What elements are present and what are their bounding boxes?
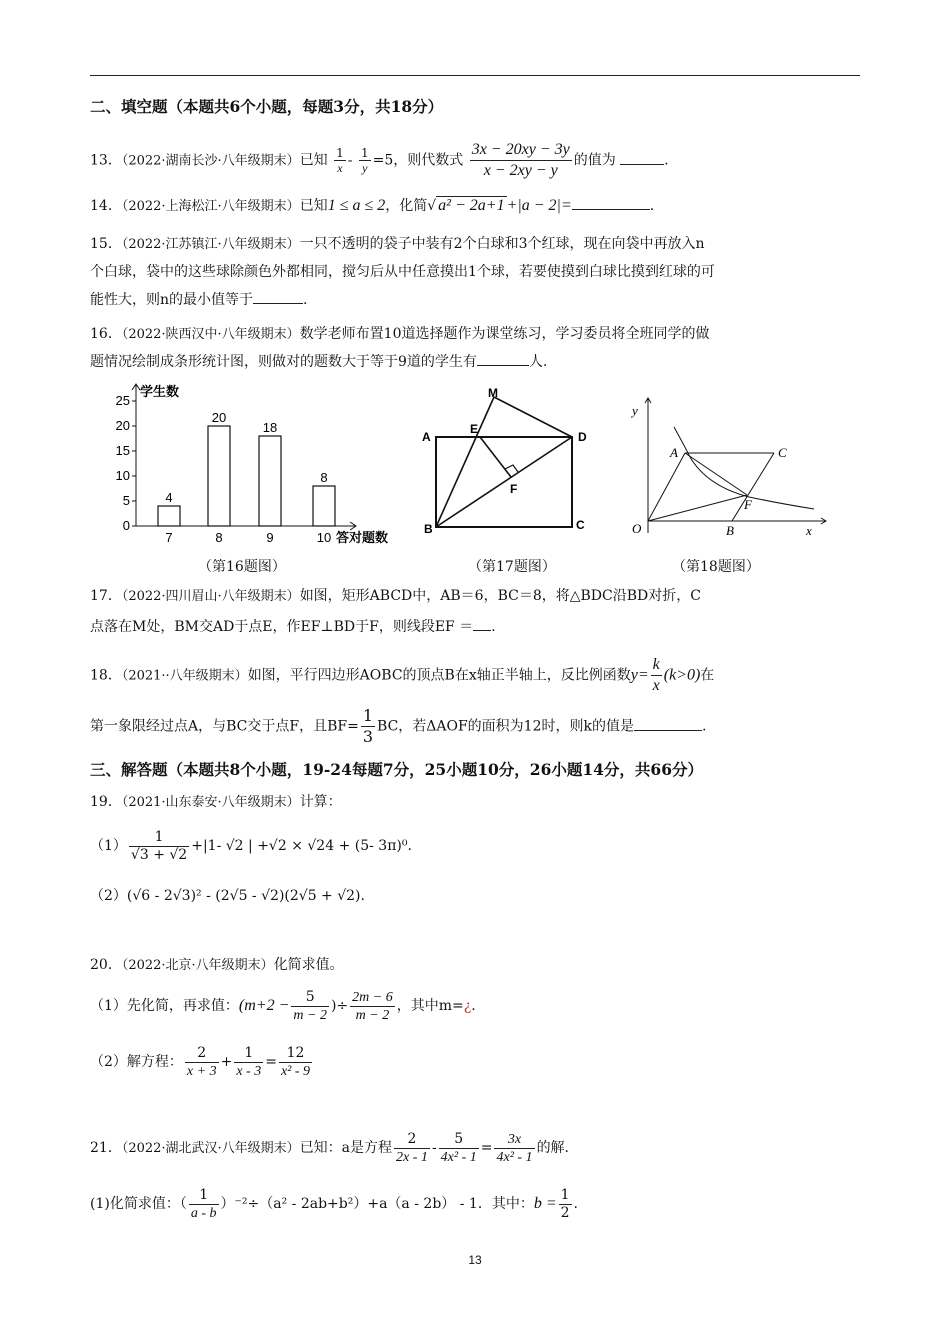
x-tick-label: 10 (316, 530, 332, 545)
bar-value-label: 8 (320, 470, 328, 485)
question-20-part-2: （2）解方程： $\frac{2}{x + 3}$ + $\frac{1}{x - 3}$ = $\frac{12}{\text{x² - 9}}$ (90, 1044, 311, 1079)
label-b: B (424, 522, 433, 535)
figure-17-rectangle (418, 385, 598, 535)
question-15-line-2: 个白球，袋中的这些球除颜色外都相同，搅匀后从中任意摸出1个球，若要使摸到白球比摸到红球的可 (90, 264, 715, 280)
question-18-line-2: 第一象限经过点A，与BC交于点F，且BF= $\frac{1}{3}$ BC，若ΔAOF的面积为12时，则k的值是 . (90, 706, 707, 746)
label-c: C (576, 518, 585, 532)
label-a: A (422, 430, 431, 444)
caption-figure-16: （第16题图） (198, 559, 286, 575)
y-tick-label: 10 (115, 468, 130, 483)
question-21-part-1: (1)化简求值：（ $\frac{1}{a - b}$ ）⁻²÷（a² - 2ab+b²）+a（a - 2b） - 1．其中：b = $\frac{1}{2}$ . (90, 1186, 578, 1221)
label-o: O (632, 521, 642, 536)
y-tick-label: 15 (115, 443, 130, 458)
question-15-line-3: 能性大，则n的最小值等于 . (90, 292, 308, 308)
page-number: 13 (468, 1253, 482, 1267)
question-13: 13．（2022·湖南长沙·八年级期末）已知 $\frac{1}{x}$ - $\frac{1}{y}$ =5，则代数式 $\frac{3x - 20xy - 3y}{x - 2xy - y}$ 的值为 . (90, 141, 669, 179)
question-20-part-1: （1）先化简，再求值：(m+2 − $\frac{5}{m - 2}$ )÷ $\frac{2m - 6}{m - 2}$ ，其中m=¿. (90, 988, 476, 1023)
bar-value-label: 20 (211, 410, 227, 425)
question-19: 19．（2021·山东泰安·八年级期末）计算： (90, 794, 342, 810)
label-f: F (510, 482, 518, 496)
bar-9 (259, 436, 281, 526)
y-tick-label: 5 (122, 493, 130, 508)
caption-figure-17: （第17题图） (468, 559, 556, 575)
label-c: C (778, 445, 787, 460)
segment-ef (480, 437, 511, 477)
section-2-title: 二、填空题（本题共6个小题，每题3分，共18分） (90, 97, 444, 116)
bar-7 (158, 506, 180, 526)
label-f: F (744, 497, 752, 512)
label-x: x (806, 523, 812, 538)
question-17-line-2: 点落在M处，BM交AD于点E，作EF⊥BD于F，则线段EF ＝ . (90, 619, 496, 635)
caption-figure-18: （第18题图） (672, 559, 760, 575)
y-tick-label: 25 (115, 393, 130, 408)
x-tick-label: 7 (165, 530, 173, 545)
question-15: 15．（2022·江苏镇江·八年级期末）一只不透明的袋子中装有2个白球和3个红球，现在向袋中再放入n (90, 236, 705, 252)
section-3-title: 三、解答题（本题共8个小题，19-24每题7分，25小题10分，26小题14分，共66分） (90, 760, 703, 779)
question-19-part-1: （1） $\frac{1}{√3 + √2}$ +|1- √2 | +√2 × √24 + (5- 3π)⁰. (90, 828, 412, 863)
bar-value-label: 18 (262, 420, 278, 435)
question-14: 14．（2022·上海松江·八年级期末）已知1 ≤ a ≤ 2，化简√ a² − 2a+1 +|a − 2|= . (90, 197, 655, 214)
bar-value-label: 4 (165, 490, 173, 505)
y-tick-label: 0 (122, 518, 130, 533)
bar-10 (313, 486, 335, 526)
question-19-part-2: （2）(√6 - 2√3)² - (2√5 - √2)(2√5 + √2). (90, 888, 365, 904)
segment-md (494, 397, 572, 437)
figure-18-parallelogram (622, 393, 837, 545)
label-e: E (470, 422, 479, 436)
question-16-line-2: 题情况绘制成条形统计图，则做对的题数大于等于9道的学生有 人. (90, 354, 548, 370)
segment-oa (648, 453, 685, 521)
x-axis-title: 答对题数 (336, 530, 389, 545)
segment-of (648, 495, 747, 521)
label-d: D (578, 430, 587, 444)
y-tick-label: 20 (115, 418, 130, 433)
top-rule (90, 75, 860, 76)
bar-8 (208, 426, 230, 526)
question-20: 20．（2022·北京·八年级期末）化简求值。 (90, 957, 344, 973)
y-axis-title: 学生数 (140, 384, 180, 399)
segment-af (685, 453, 747, 495)
x-tick-label: 8 (215, 530, 223, 545)
question-18: 18．（2021··八年级期末）如图，平行四边形AOBC的顶点B在x轴正半轴上，反比例函数y= $\frac{k}{x}$ (k>0)在 (90, 656, 715, 694)
label-m: M (488, 386, 498, 400)
question-17: 17．（2022·四川眉山·八年级期末）如图，矩形ABCD中，AB＝6，BC＝8，将△BDC沿BD对折，C (90, 588, 701, 604)
label-y: y (632, 403, 638, 418)
segment-cb (732, 453, 774, 521)
question-21: 21．（2022·湖北武汉·八年级期末）已知：a是方程 $\frac{2}{2x - 1}$ - $\frac{5}{\text{4x² - 1}}$ = $\frac{3x}{\text{4x² - 1}}$ 的解. (90, 1130, 570, 1165)
figure-16-bar-chart (110, 378, 410, 550)
label-b: B (726, 523, 734, 538)
x-tick-label: 9 (266, 530, 274, 545)
question-16: 16．（2022·陕西汉中·八年级期末）数学老师布置10道选择题作为课堂练习，学习委员将全班同学的做 (90, 326, 710, 342)
label-a: A (670, 445, 678, 460)
